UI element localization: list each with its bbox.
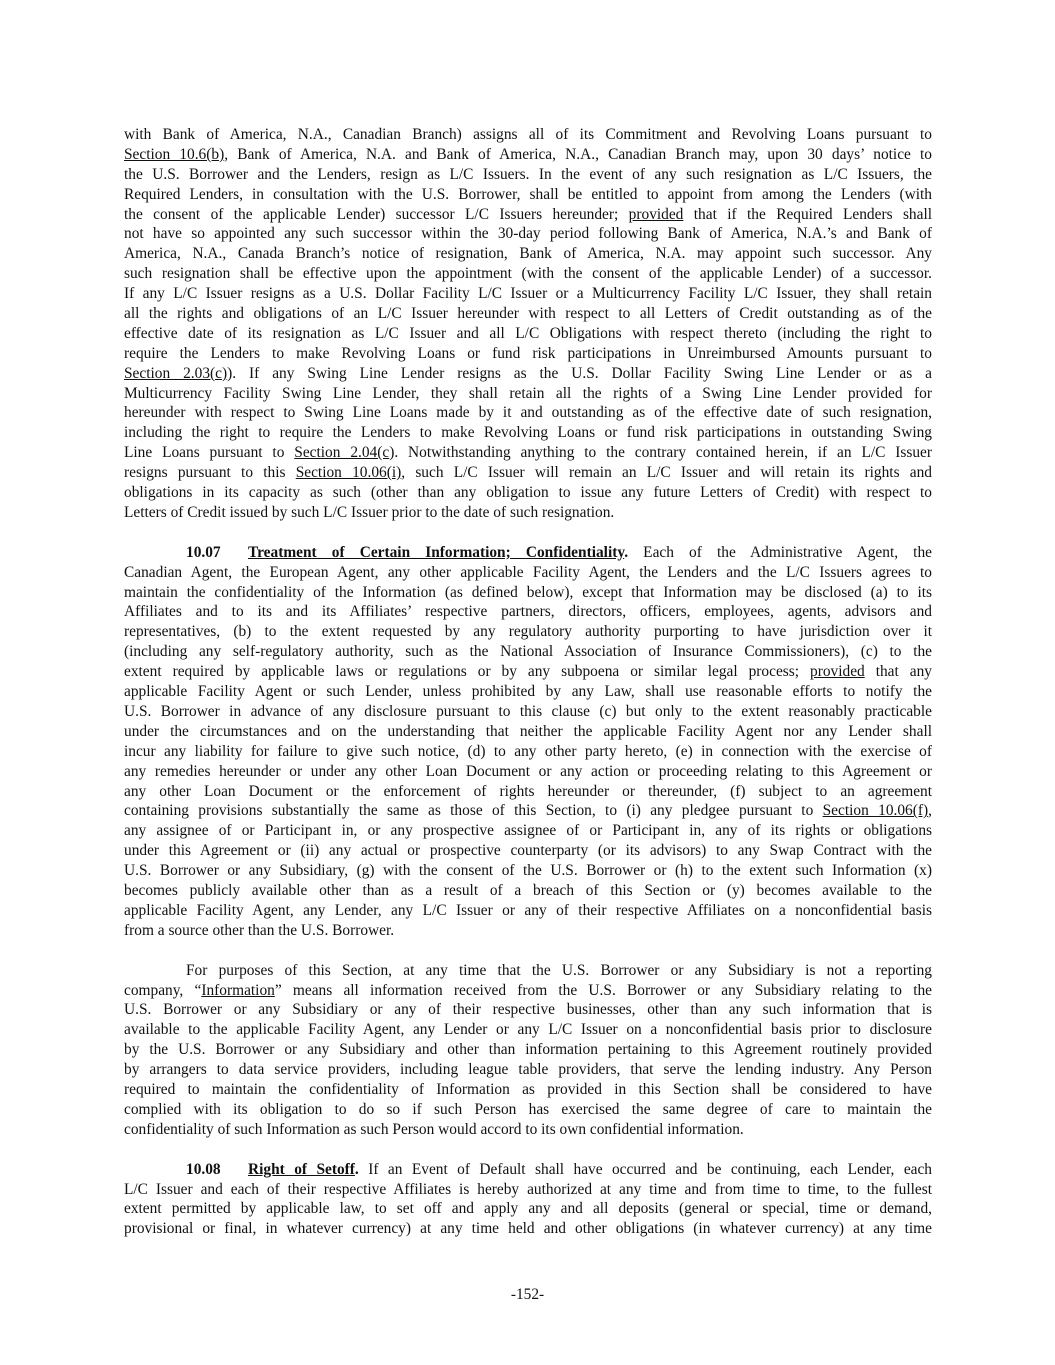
text-run: applicable Facility Agent or such Lender, unless prohibited by any Law, shall use reasonable efforts to notify the bbox=[124, 683, 932, 701]
text-line bbox=[124, 583, 932, 603]
text-run: all the rights and obligations of an L/C Issuer hereunder with respect to all Letters of Credit outstanding as of the bbox=[124, 305, 932, 323]
section-number: 10.07 bbox=[186, 543, 221, 561]
text-line bbox=[124, 1040, 932, 1060]
text-line bbox=[124, 1219, 932, 1239]
underlined-reference: Section 10.06(i) bbox=[295, 464, 402, 482]
text-line bbox=[124, 722, 932, 742]
text-run: with Bank of America, N.A., Canadian Branch) assigns all of its Commitment and Revolving Loans pursuant to bbox=[124, 126, 932, 143]
underlined-reference: Information bbox=[201, 981, 275, 999]
text-run: . bbox=[354, 1160, 359, 1178]
text-run: Affiliates and to its and its Affiliates’ respective partners, directors, officers, employees, agents, advisors and bbox=[124, 603, 932, 621]
text-line bbox=[124, 742, 932, 762]
text-line bbox=[124, 841, 932, 861]
text-run: Line Loans pursuant to bbox=[124, 444, 295, 462]
text-run: For purposes of this Section, at any time that the U.S. Borrower or any Subsidiary is not a reporting bbox=[186, 961, 932, 979]
text-line bbox=[124, 861, 932, 881]
paragraph bbox=[124, 1160, 932, 1240]
text-line bbox=[124, 961, 932, 981]
text-run: required to maintain the confidentiality of Information as provided in this Section shall be considered to have bbox=[124, 1080, 932, 1098]
text-line bbox=[124, 921, 932, 941]
text-run: that any bbox=[864, 663, 932, 681]
text-line bbox=[124, 782, 932, 802]
text-line bbox=[124, 483, 932, 503]
text-run: from a source other than the U.S. Borrower. bbox=[124, 921, 395, 939]
text-run: If any L/C Issuer resigns as a U.S. Dollar Facility L/C Issuer or a Multicurrency Facility L/C Issuer, they shall retain bbox=[124, 285, 932, 303]
text-run: resigns pursuant to this bbox=[124, 464, 296, 482]
text-run: extent required by applicable laws or regulations or by any subpoena or similar legal process; bbox=[124, 663, 811, 681]
text-run: America, N.A., Canada Branch’s notice of resignation, Bank of America, N.A. may appoint such successor. Any bbox=[124, 245, 932, 263]
text-run: by the U.S. Borrower or any Subsidiary and other than information pertaining to this Agreement routinely provided bbox=[124, 1041, 932, 1059]
text-line bbox=[124, 881, 932, 901]
text-run: company, “ bbox=[124, 981, 202, 999]
text-run: complied with its obligation to do so if such Person has exercised the same degree of care to maintain the bbox=[124, 1100, 932, 1118]
text-run: U.S. Borrower or any Subsidiary or any of their respective businesses, other than any such information that is bbox=[124, 1001, 932, 1019]
text-run: If an Event of Default shall have occurred and be continuing, each Lender, each bbox=[358, 1160, 933, 1178]
text-run: ). Notwithstanding anything to the contrary contained herein, if an L/C Issuer bbox=[389, 444, 933, 462]
page-number: -152- bbox=[510, 1286, 545, 1303]
text-run: by arrangers to data service providers, including league table providers, that serve the lending industry. Any Person bbox=[124, 1061, 932, 1079]
underlined-reference: Section 10.6(b) bbox=[124, 145, 225, 163]
text-run: , Bank of America, N.A. and Bank of America, N.A., Canadian Branch may, upon 30 days’ notice to bbox=[224, 145, 932, 163]
text-run: such resignation shall be effective upon the appointment (with the consent of the applicable Lender) of a successor. bbox=[124, 265, 932, 283]
text-run: under the circumstances and on the understanding that neither the applicable Facility Agent nor any Lender shall bbox=[124, 722, 932, 740]
text-line bbox=[124, 981, 932, 1001]
text-line bbox=[124, 185, 932, 205]
text-run: the U.S. Borrower and the Lenders, resign as L/C Issuers. In the event of any such resignation as L/C Issuers, the bbox=[124, 165, 932, 183]
text-line bbox=[124, 1020, 932, 1040]
text-run: L/C Issuer and each of their respective Affiliates is hereby authorized at any time and from time to time, to the fullest bbox=[124, 1180, 932, 1198]
text-run: any other Loan Document or the enforcement of rights hereunder or thereunder, (f) subject to an agreement bbox=[124, 782, 932, 800]
text-run: require the Lenders to make Revolving Loans or fund risk participations in Unreimbursed Amounts pursuant to bbox=[124, 344, 932, 362]
text-line bbox=[124, 801, 932, 821]
text-line bbox=[124, 304, 932, 324]
underlined-reference: provided bbox=[628, 205, 684, 223]
section-heading: Treatment of Certain Information; Confidentiality bbox=[248, 543, 625, 561]
text-line bbox=[124, 602, 932, 622]
text-run: extent permitted by applicable law, to set off and apply any and all deposits (general or special, time or demand, bbox=[124, 1200, 932, 1218]
text-run: including the right to require the Lenders to make Revolving Loans or fund risk participations in outstanding Swing bbox=[124, 424, 932, 442]
text-line bbox=[124, 1000, 932, 1020]
text-run: that if the Required Lenders shall bbox=[683, 205, 933, 223]
text-run: hereunder with respect to Swing Line Loans made by it and outstanding as of the effective date of such resignation, bbox=[124, 404, 932, 422]
text-line bbox=[124, 1199, 932, 1219]
text-run: confidentiality of such Information as such Person would accord to its own confidential information. bbox=[124, 1120, 744, 1138]
text-line bbox=[124, 682, 932, 702]
text-run: under this Agreement or (ii) any actual or prospective counterparty (or its advisors) to any Swap Contract with the bbox=[124, 842, 932, 860]
text-line bbox=[124, 702, 932, 722]
text-run: the consent of the applicable Lender) successor L/C Issuers hereunder; bbox=[124, 205, 629, 223]
text-run: not have so appointed any such successor within the 30-day period following Bank of America, N.A.’s and Bank of bbox=[124, 225, 932, 243]
text-line bbox=[124, 1160, 932, 1180]
text-run: containing provisions substantially the same as those of this Section, to (i) any pledgee pursuant to bbox=[124, 802, 823, 820]
text-run: Letters of Credit issued by such L/C Issuer prior to the date of such resignation. bbox=[124, 503, 615, 521]
text-run: ). If any Swing Line Lender resigns as the U.S. Dollar Facility Swing Line Lender or as a bbox=[227, 364, 932, 382]
text-run: Each of the Administrative Agent, the bbox=[628, 543, 932, 561]
text-run: effective date of its resignation as L/C Issuer and all L/C Obligations with respect thereto (including the right to bbox=[124, 324, 932, 342]
text-line bbox=[124, 463, 932, 483]
text-line bbox=[124, 622, 932, 642]
text-run: maintain the confidentiality of the Information (as defined below), except that Information may be disclosed (a) to its bbox=[124, 583, 932, 601]
underlined-reference: Section 2.04(c bbox=[294, 444, 390, 462]
text-line bbox=[124, 244, 932, 264]
text-run: , bbox=[928, 802, 932, 820]
text-run: . bbox=[624, 543, 629, 561]
text-run: any remedies hereunder or under any other Loan Document or any action or proceeding relating to this Agreement or bbox=[124, 762, 932, 780]
text-run: U.S. Borrower in advance of any disclosure pursuant to this clause (c) but only to the extent reasonably practicable bbox=[124, 702, 932, 720]
text-line bbox=[124, 145, 932, 165]
text-line bbox=[124, 662, 932, 682]
text-line bbox=[124, 1180, 932, 1200]
text-line bbox=[124, 1100, 932, 1120]
text-run: U.S. Borrower or any Subsidiary, (g) with the consent of the U.S. Borrower or (h) to the extent such Information (x) bbox=[124, 862, 932, 880]
text-line bbox=[124, 224, 932, 244]
text-run: (including any self-regulatory authority, such as the National Association of Insurance Commissioners), (c) to the bbox=[124, 643, 932, 661]
section-number: 10.08 bbox=[186, 1160, 221, 1178]
text-line bbox=[124, 324, 932, 344]
document-body bbox=[124, 125, 932, 1259]
text-run: any assignee of or Participant in, or any prospective assignee of or Participant in, any of its rights or obligations bbox=[124, 822, 932, 840]
paragraph bbox=[124, 961, 932, 1140]
text-line bbox=[124, 1080, 932, 1100]
text-run: Canadian Agent, the European Agent, any other applicable Facility Agent, the Lenders and the L/C Issuers agrees to bbox=[124, 563, 932, 581]
text-line bbox=[124, 1060, 932, 1080]
text-line bbox=[124, 205, 932, 225]
text-run: Required Lenders, in consultation with the U.S. Borrower, shall be entitled to appoint from among the Lenders (with bbox=[124, 185, 932, 203]
underlined-reference: Section 2.03(c) bbox=[124, 364, 228, 382]
text-run: applicable Facility Agent, any Lender, any L/C Issuer or any of their respective Affiliates on a nonconfidential basis bbox=[124, 901, 932, 919]
text-run: available to the applicable Facility Agent, any Lender or any L/C Issuer on a nonconfidential basis prior to disclosure bbox=[124, 1021, 932, 1039]
text-line bbox=[124, 563, 932, 583]
text-line bbox=[124, 403, 932, 423]
text-run: incur any liability for failure to give such notice, (d) to any other party hereto, (e) in connection with the exercise of bbox=[124, 742, 932, 760]
text-line bbox=[124, 642, 932, 662]
underlined-reference: provided bbox=[810, 663, 865, 681]
text-run: provisional or final, in whatever currency) at any time held and other obligations (in whatever currency) at any time bbox=[124, 1220, 932, 1238]
text-line bbox=[124, 443, 932, 463]
section-heading: Right of Setoff bbox=[248, 1160, 355, 1178]
paragraph bbox=[124, 543, 932, 941]
text-line bbox=[124, 125, 932, 145]
text-line bbox=[124, 165, 932, 185]
text-run: representatives, (b) to the extent requested by any regulatory authority purporting to have jurisdiction over it bbox=[124, 623, 932, 641]
text-run: Multicurrency Facility Swing Line Lender, they shall retain all the rights of a Swing Line Lender provided for bbox=[124, 384, 932, 402]
text-line bbox=[124, 762, 932, 782]
underlined-reference: Section 10.06(f) bbox=[822, 802, 929, 820]
text-line bbox=[124, 284, 932, 304]
text-line bbox=[124, 1120, 932, 1140]
text-run: , such L/C Issuer will remain an L/C Issuer and will retain its rights and bbox=[401, 464, 932, 482]
text-line bbox=[124, 543, 932, 563]
text-line bbox=[124, 384, 932, 404]
text-line bbox=[124, 503, 932, 523]
text-line bbox=[124, 901, 932, 921]
text-line bbox=[124, 364, 932, 384]
paragraph bbox=[124, 125, 932, 523]
text-line bbox=[124, 344, 932, 364]
text-line bbox=[124, 423, 932, 443]
text-run: becomes publicly available other than as a result of a breach of this Section or (y) becomes available to the bbox=[124, 881, 932, 899]
text-run: ” means all information received from the U.S. Borrower or any Subsidiary relating to the bbox=[274, 981, 932, 999]
text-line bbox=[124, 821, 932, 841]
text-run: obligations in its capacity as such (other than any obligation to issue any future Letters of Credit) with respect to bbox=[124, 484, 932, 502]
text-line bbox=[124, 264, 932, 284]
